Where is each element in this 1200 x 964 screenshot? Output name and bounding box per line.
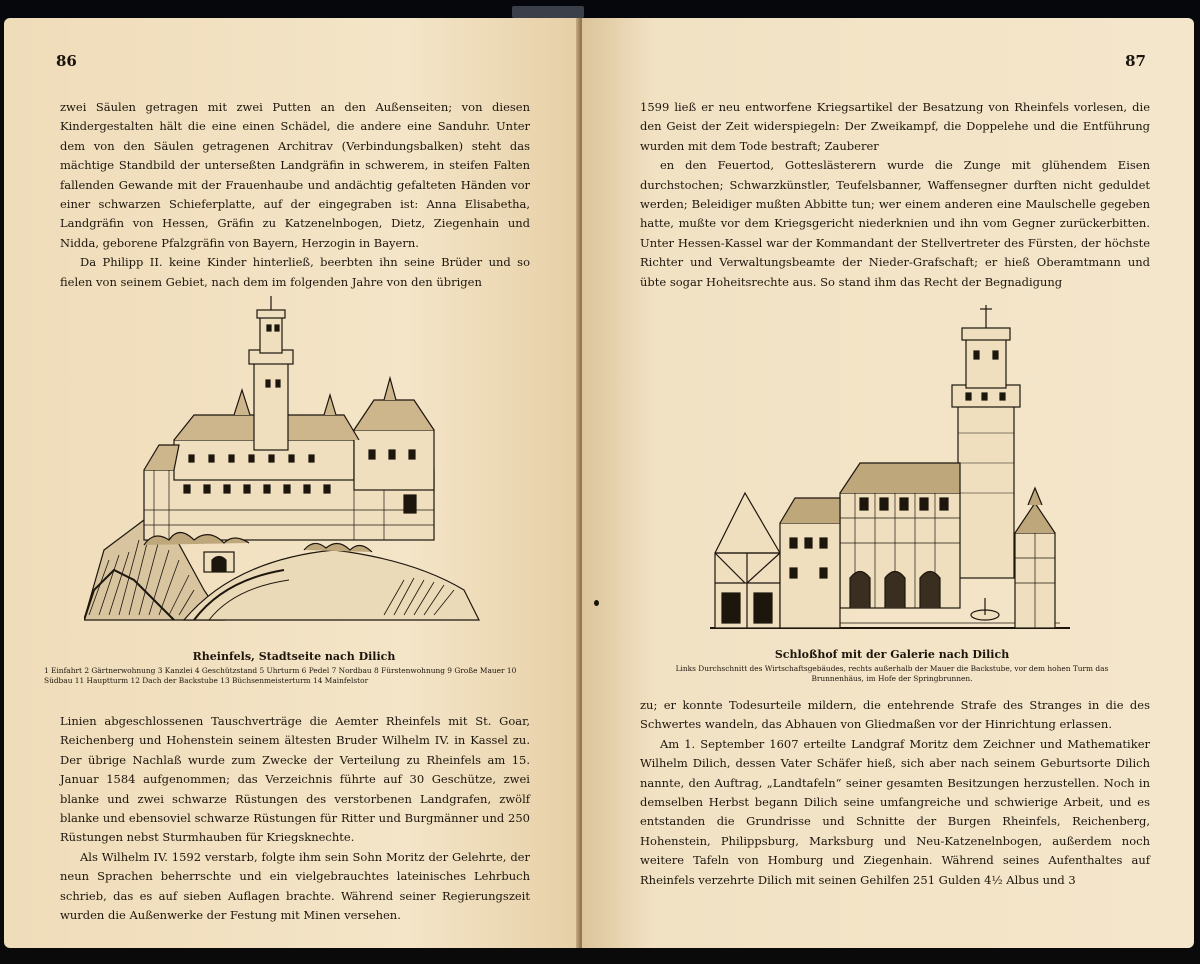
right-caption-legend: Links Durchschnitt des Wirtschaftsgebäudes, rechts außerhalb der Mauer die Backstube, vor dem hohen Turm das Brunnenhäus, im Hofe der Springbrunnen.	[675, 664, 1109, 683]
page-ink-spot	[594, 600, 599, 606]
top-edge	[0, 0, 1200, 20]
right-paragraph-4: Am 1. September 1607 erteilte Landgraf Moritz dem Zeichner und Mathematiker Wilhelm Dilich, dessen Vater Schäfer hieß, sich aber nach seinem Geburtsorte Dilich nannte, den Auftrag, „Landtafeln“ seiner gesamten Besitzungen herzustellen. Noch in demselben Herbst begann Dilich seine umfangreiche und schwierige Arbeit, und es entstanden die Grundrisse und Schnitte der Burgen Rheinfels, Reichenberg, Hohenstein, Philippsburg, Marksburg und Neu-Katzenelnbogen, außerdem noch weitere Tafeln von Homburg und Ziegenhain. Während seines Aufenthaltes auf Rheinfels verzehrte Dilich mit seinen Gehilfen 251 Gulden 4½ Albus und 3	[640, 736, 1150, 887]
left-page	[4, 18, 580, 948]
left-caption-legend: 1 Einfahrt 2 Gärtnerwohnung 3 Kanzlei 4 Geschützstand 5 Uhrturm 6 Pedel 7 Nordbau 8 Fürstenwohnung 9 Große Mauer 10 Südbau 11 Hauptturm 12 Dach der Backstube 13 Büchsenmeisterturm 14 Mainfelstor	[44, 666, 517, 685]
left-paragraph-1: zwei Säulen getragen mit zwei Putten an den Außenseiten; von diesen Kindergestalten hält die eine einen Schädel, die andere eine Sanduhr. Unter dem von den Säulen getragenen Architrav (Verbindungsbalken) steht das mächtige Standbild der unterseßten Landgräfin in schwerem, in steifen Falten fallenden Gewande mit der Frauenhaube und andächtig gefalteten Händen vor einer schwarzen Schieferplatte, auf der eingegraben ist: Anna Elisabetha, Landgräfin von Hessen, Gräfin zu Katzenelnbogen, Dietz, Ziegenhain und Nidda, geborene Pfalzgräfin von Bayern, Herzogin in Bayern.	[60, 100, 530, 250]
right-figure-caption	[652, 648, 1132, 684]
left-paragraph-2: Da Philipp II. keine Kinder hinterließ, beerbten ihn seine Brüder und so fielen von seinem Gebiet, nach dem im folgenden Jahre von den übrigen	[60, 255, 530, 289]
right-paragraph-3: zu; er konnte Todesurteile mildern, die entehrende Strafe des Stranges in die des Schwertes wandeln, das Abhauen von Gliedmaßen vor der Hinrichtung erlassen.	[640, 698, 1150, 732]
page-number-left: 86	[56, 52, 77, 70]
right-text-bottom	[640, 696, 1150, 890]
left-text-top	[60, 98, 530, 292]
right-page	[582, 18, 1194, 948]
page-number-right: 87	[1125, 52, 1146, 70]
rheinfels-illustration	[84, 290, 484, 640]
left-text-bottom	[60, 712, 530, 925]
right-paragraph-1: 1599 ließ er neu entworfene Kriegsartikel der Besatzung von Rheinfels vorlesen, die den Geist der Zeit widerspiegeln: Der Zweikampf, die Doppelehe und die Entführung wurden mit dem Tode bestraft; Zauberer	[640, 100, 1150, 153]
left-paragraph-3: Linien abgeschlossenen Tauschverträge die Aemter Rheinfels mit St. Goar, Reichenberg und Hohenstein seinem ältesten Bruder Wilhelm IV. in Kassel zu. Der übrige Nachlaß wurde zum Zwecke der Verteilung zu Rheinfels am 15. Januar 1584 aufgenommen; das Verzeichnis führte auf 30 Geschütze, zwei blanke und zwei schwarze Rüstungen des verstorbenen Landgrafen, zwölf blanke und ebensoviel schwarze Rüstungen für Ritter und Burgmänner und 250 Rüstungen nebst Sturmhauben für Kriegsknechte.	[60, 714, 530, 845]
left-paragraph-4: Als Wilhelm IV. 1592 verstarb, folgte ihm sein Sohn Moritz der Gelehrte, der neun Sprachen beherrschte und ein vielgebrauchtes lateinisches Lehrbuch schrieb, das es auf sieben Auflagen brachte. Während seiner Regierungszeit wurden die Außenwerke der Festung mit Minen versehen.	[60, 849, 530, 923]
right-text-top	[640, 98, 1150, 292]
left-caption-title: Rheinfels, Stadtseite nach Dilich	[192, 650, 396, 663]
right-caption-title: Schloßhof mit der Galerie nach Dilich	[774, 648, 1010, 661]
right-paragraph-2: en den Feuertod, Gotteslästerern wurde die Zunge mit glühendem Eisen durchstochen; Schwarzkünstler, Teufelsbanner, Waffensegner durften nicht geduldet werden; Beleidiger mußten Abbitte tun; wer einem anderen eine Maulschelle gegeben hatte, mußte vor dem Kriegsgericht niederknien und ihn vom Gegner zurückerbitten. Unter Hessen-Kassel war der Kommandant der Stellvertreter des Fürsten, der höchste Richter und Verwaltungsbeamte der Nieder-Grafschaft; er hieß Oberamtmann und übte sogar Hoheitsrechte aus. So stand ihm das Recht der Begnadigung	[640, 158, 1150, 289]
left-figure-caption	[44, 650, 544, 686]
bookmark-strip	[512, 6, 584, 18]
schlosshof-illustration	[710, 293, 1070, 638]
